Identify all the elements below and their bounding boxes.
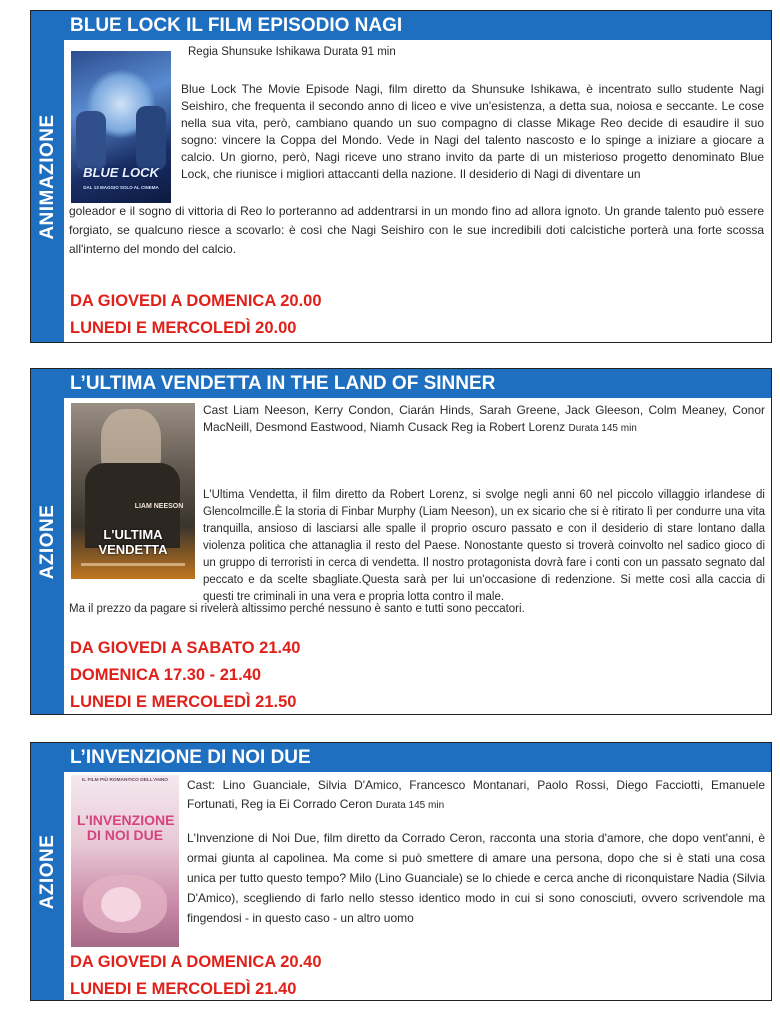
film-poster bbox=[71, 403, 195, 579]
genre-sidebar bbox=[31, 369, 64, 714]
film-plot: L'Invenzione di Noi Due, film diretto da Corrado Ceron, racconta una storia d'amore, che dopo vent'anni, è ormai giunta al capolinea. Ma come si può smettere di amare una persona, dopo che si è stati una cosa unica per tutto questo tempo? Milo (Lino Guanciale) se lo chiede e cerca anche di riconquistare Nadia (Silvia D'Amico), scegliendo di farlo nello stesso identico modo in cui si sono conosciuti, ovvero scrivendole ma fingendosi - in questo caso - un altro uomo bbox=[187, 831, 765, 925]
poster-actor: LIAM NEESON bbox=[134, 503, 184, 510]
genre-label: AZIONE bbox=[36, 504, 58, 579]
film-poster bbox=[71, 51, 171, 203]
poster-tagline: IL FILM PIÙ ROMANTICO DELL'ANNO bbox=[81, 778, 169, 783]
genre-sidebar bbox=[31, 743, 64, 1000]
duration-text: Durata 145 min bbox=[568, 423, 637, 434]
showtime-line: LUNEDI E MERCOLEDÌ 20.00 bbox=[70, 319, 297, 337]
film-plot: L'Ultima Vendetta, il film diretto da Robert Lorenz, si svolge negli anni 60 nel piccolo villaggio irlandese di Glencolmcille.È la storia di Finbar Murphy (Liam Neeson), un ex sicario che si è ritirato lì per condurre una vita tranquilla, ansioso di lasciarsi alle spalle il proprio oscuro passato e con il desiderio di stare lontano dalla violenza politica che attanaglia il resto del Paese. Nonostante questo si troverà coinvolto nel sadico gioco di un gruppo di terroristi in cerca di vendetta. Il nostro protagonista dovrà fare i conti con un passato segnato dal peccato e da scelte sbagliate.Questa sarà per lui un'occasione di redenzione. Si mette così alla caccia di questi tre criminali in una vera e propria lotta contro il male. bbox=[203, 489, 765, 603]
film-title: L’INVENZIONE DI NOI DUE bbox=[64, 743, 771, 772]
showtimes bbox=[70, 288, 322, 342]
showtime-line: LUNEDI E MERCOLEDÌ 21.50 bbox=[70, 693, 297, 711]
film-plot-continued: Ma il prezzo da pagare si rivelerà altissimo perché nessuno è santo e tutti sono peccatori. bbox=[69, 603, 525, 615]
film-poster bbox=[71, 775, 179, 947]
film-title: L’ULTIMA VENDETTA IN THE LAND OF SINNER bbox=[64, 369, 771, 398]
film-card-ultima-vendetta bbox=[30, 368, 772, 715]
showtime-line: DOMENICA 17.30 - 21.40 bbox=[70, 666, 262, 684]
film-card-blue-lock bbox=[30, 10, 772, 343]
poster-title: BLUE LOCK bbox=[83, 165, 159, 180]
cast-text: Cast Liam Neeson, Kerry Condon, Ciarán Hinds, Sarah Greene, Jack Gleeson, Colm Meaney, Conor MacNeill, Desmond Eastwood, Niamh Cusack Reg ia Robert Lorenz bbox=[203, 403, 765, 434]
film-plot-continued: goleador e il sogno di vittoria di Reo lo porteranno ad addentrarsi in un mondo fino ad allora ignoto. Un grande talento può essere forgiato, se qualcuno riesce a scovarlo: è così che Nagi Seishiro con le sue incredibili doti calcistiche porterà una forte scossa all'interno del mondo del calcio. bbox=[69, 204, 764, 256]
film-title: BLUE LOCK IL FILM EPISODIO NAGI bbox=[64, 11, 771, 40]
genre-label: ANIMAZIONE bbox=[36, 113, 58, 240]
film-plot: Blue Lock The Movie Episode Nagi, film diretto da Shunsuke Ishikawa, è incentrato sullo studente Nagi Seishiro, che frequenta il secondo anno di liceo e vive un'esistenza, a detta sua, noiosa e seccante. Le cose nella sua vita, però, cambiano quando un suo compagno di classe Mikage Reo decide di esaudire il suo sogno: vincere la Coppa del Mondo. Vede in Nagi del talento nascosto e lo spinge a iniziare a giocare a calcio. Un giorno, però, Nagi riceve uno strano invito da parte di un misterioso progetto denominato Blue Lock, che riunisce i migliori attaccanti della nazione. Il desiderio di Nagi di diventare un bbox=[181, 82, 764, 181]
showtime-line: DA GIOVEDI A DOMENICA 20.00 bbox=[70, 292, 322, 310]
poster-title: L'INVENZIONE DI NOI DUE bbox=[77, 812, 175, 843]
film-cast bbox=[187, 776, 765, 815]
poster-caption: DAL 13 MAGGIO SOLO AL CINEMA bbox=[83, 185, 159, 190]
film-cast bbox=[203, 402, 765, 437]
duration-text: Durata 145 min bbox=[375, 800, 445, 811]
showtime-line: DA GIOVEDI A DOMENICA 20.40 bbox=[70, 953, 322, 971]
showtime-line: LUNEDI E MERCOLEDÌ 21.40 bbox=[70, 980, 297, 998]
showtimes bbox=[70, 635, 300, 716]
genre-sidebar bbox=[31, 11, 64, 342]
film-meta: Regia Shunsuke Ishikawa Durata 91 min bbox=[188, 46, 396, 58]
showtimes bbox=[70, 949, 322, 1003]
film-card-invenzione-noi-due bbox=[30, 742, 772, 1001]
poster-title: L'ULTIMA VENDETTA bbox=[98, 527, 168, 557]
genre-label: AZIONE bbox=[36, 834, 58, 909]
cast-text: Cast: Lino Guanciale, Silvia D'Amico, Francesco Montanari, Paolo Rossi, Diego Facciotti, Emanuele Fortunati, Reg ia Ei Corrado Ceron bbox=[187, 778, 765, 811]
showtime-line: DA GIOVEDI A SABATO 21.40 bbox=[70, 639, 301, 657]
